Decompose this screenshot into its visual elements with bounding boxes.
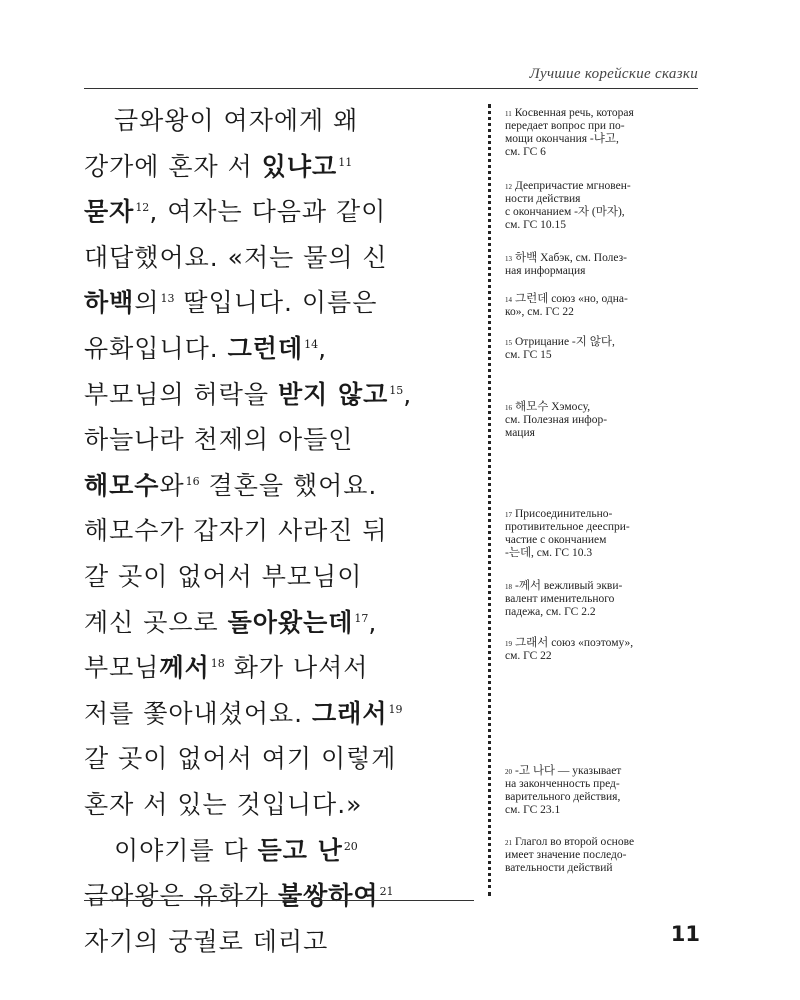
text-line-15: 갈 곳이 없어서 여기 이렇게 (84, 744, 397, 774)
bold-term: 받지 않고 (277, 379, 389, 409)
footnote-11: $^{11}$ Косвенная речь, которая передает вопрос при по- мощи окончания -냐고, см. ГС 6 (505, 107, 634, 158)
text-line-13: 부모님께서$^{18}$ 화가 나셔서 (84, 653, 369, 683)
footnote-ref: 17 (354, 611, 369, 625)
text-line-1: 금와왕이 여자에게 왜 (114, 106, 359, 135)
footnote-ref: 21 (379, 885, 394, 899)
footnote-13: $^{13}$ 하백 Хабэк, см. Полез- ная информация (505, 252, 628, 277)
text-line-17: 이야기를 다 듣고 난$^{20}$ (114, 835, 358, 865)
footnote-ref: 18 (210, 657, 225, 671)
text-line-9: 해모수와$^{16}$ 결혼을 했어요. (84, 470, 378, 500)
footnote-12: $^{12}$ Деепричастие мгновен- ности действия с окончанием -자 (마자), см. ГС 10.15 (505, 180, 631, 231)
footnote-17: $^{17}$ Присоединительно- противительное дееспри- частие с окончанием -는데, см. ГС 10.3 (505, 508, 630, 559)
bold-term: 께서 (159, 653, 210, 683)
footnote-ref: 15 (389, 383, 404, 397)
text-line-12: 계신 곳으로 돌아왔는데$^{17}$, (84, 607, 378, 637)
running-head-title: Лучшие корейские сказки (529, 66, 698, 82)
page-number: 11 (670, 922, 700, 946)
bold-term: 그래서 (312, 698, 388, 728)
footnote-ref: 19 (388, 702, 403, 716)
footnote-ref: 12 (135, 201, 150, 215)
bold-term: 있냐고 (261, 151, 338, 181)
footnote-18: $^{18}$ -께서 вежливый экви- валент именительного падежа, см. ГС 2.2 (505, 580, 623, 618)
footnote-ref: 13 (160, 292, 175, 306)
bold-term: 돌아왔는데 (227, 607, 354, 637)
footnote-21: $^{21}$ Глагол во второй основе имеет значение последо- вательности действий (505, 836, 635, 874)
bold-term: 해모수 (84, 470, 160, 500)
footnote-20: $^{20}$ -고 나다 — указывает на законченность пред- варительного действия, см. ГС 23.1 (505, 765, 622, 816)
bold-term: 묻자 (84, 197, 135, 227)
bold-term: 하백 (84, 288, 135, 318)
footnote-ref: 16 (185, 474, 200, 488)
text-line-5: 하백의$^{13}$ 딸입니다. 이름은 (84, 288, 378, 318)
text-line-18: 금와왕은 유화가 불쌍하여$^{21}$ (84, 881, 394, 911)
footnote-14: $^{14}$ 그런데 союз «но, одна- ко», см. ГС 22 (505, 293, 628, 318)
text-line-8: 하늘나라 천제의 아들인 (84, 425, 354, 455)
text-line-4: 대답했어요. «저는 물의 신 (84, 242, 388, 272)
bold-term: 그런데 (227, 333, 304, 363)
bold-term: 듣고 난 (257, 835, 343, 865)
text-line-19: 자기의 궁궐로 데리고 (84, 926, 329, 956)
footnote-ref: 20 (343, 839, 358, 853)
footnote-19: $^{19}$ 그래서 союз «поэтому», см. ГС 22 (505, 637, 634, 662)
dotted-column-divider (488, 104, 491, 896)
main-text-top-rule (84, 88, 474, 89)
footnote-16: $^{16}$ 해모수 Хэмосу, см. Полезная инфор- мация (505, 401, 608, 439)
text-line-6: 유화입니다. 그런데$^{14}$, (84, 333, 328, 363)
text-line-7: 부모님의 허락을 받지 않고$^{15}$, (84, 379, 413, 409)
text-line-10: 해모수가 갑자기 사라진 뒤 (84, 516, 388, 546)
text-line-16: 혼자 서 있는 것입니다.» (84, 789, 363, 819)
footnote-ref: 14 (304, 337, 319, 351)
footnote-ref: 11 (338, 155, 353, 169)
footnote-15: $^{15}$ Отрицание -지 않다, см. ГС 15 (505, 336, 615, 361)
text-line-11: 갈 곳이 없어서 부모님이 (84, 561, 363, 591)
text-line-14: 저를 쫓아내셨어요. 그래서$^{19}$ (84, 698, 403, 728)
main-text-bottom-rule (84, 900, 474, 901)
bold-term: 불쌍하여 (277, 881, 379, 911)
main-text-block (84, 98, 484, 964)
text-line-2: 강가에 혼자 서 있냐고$^{11}$ (84, 151, 353, 181)
text-line-3: 묻자$^{12}$, 여자는 다음과 같이 (84, 197, 387, 227)
